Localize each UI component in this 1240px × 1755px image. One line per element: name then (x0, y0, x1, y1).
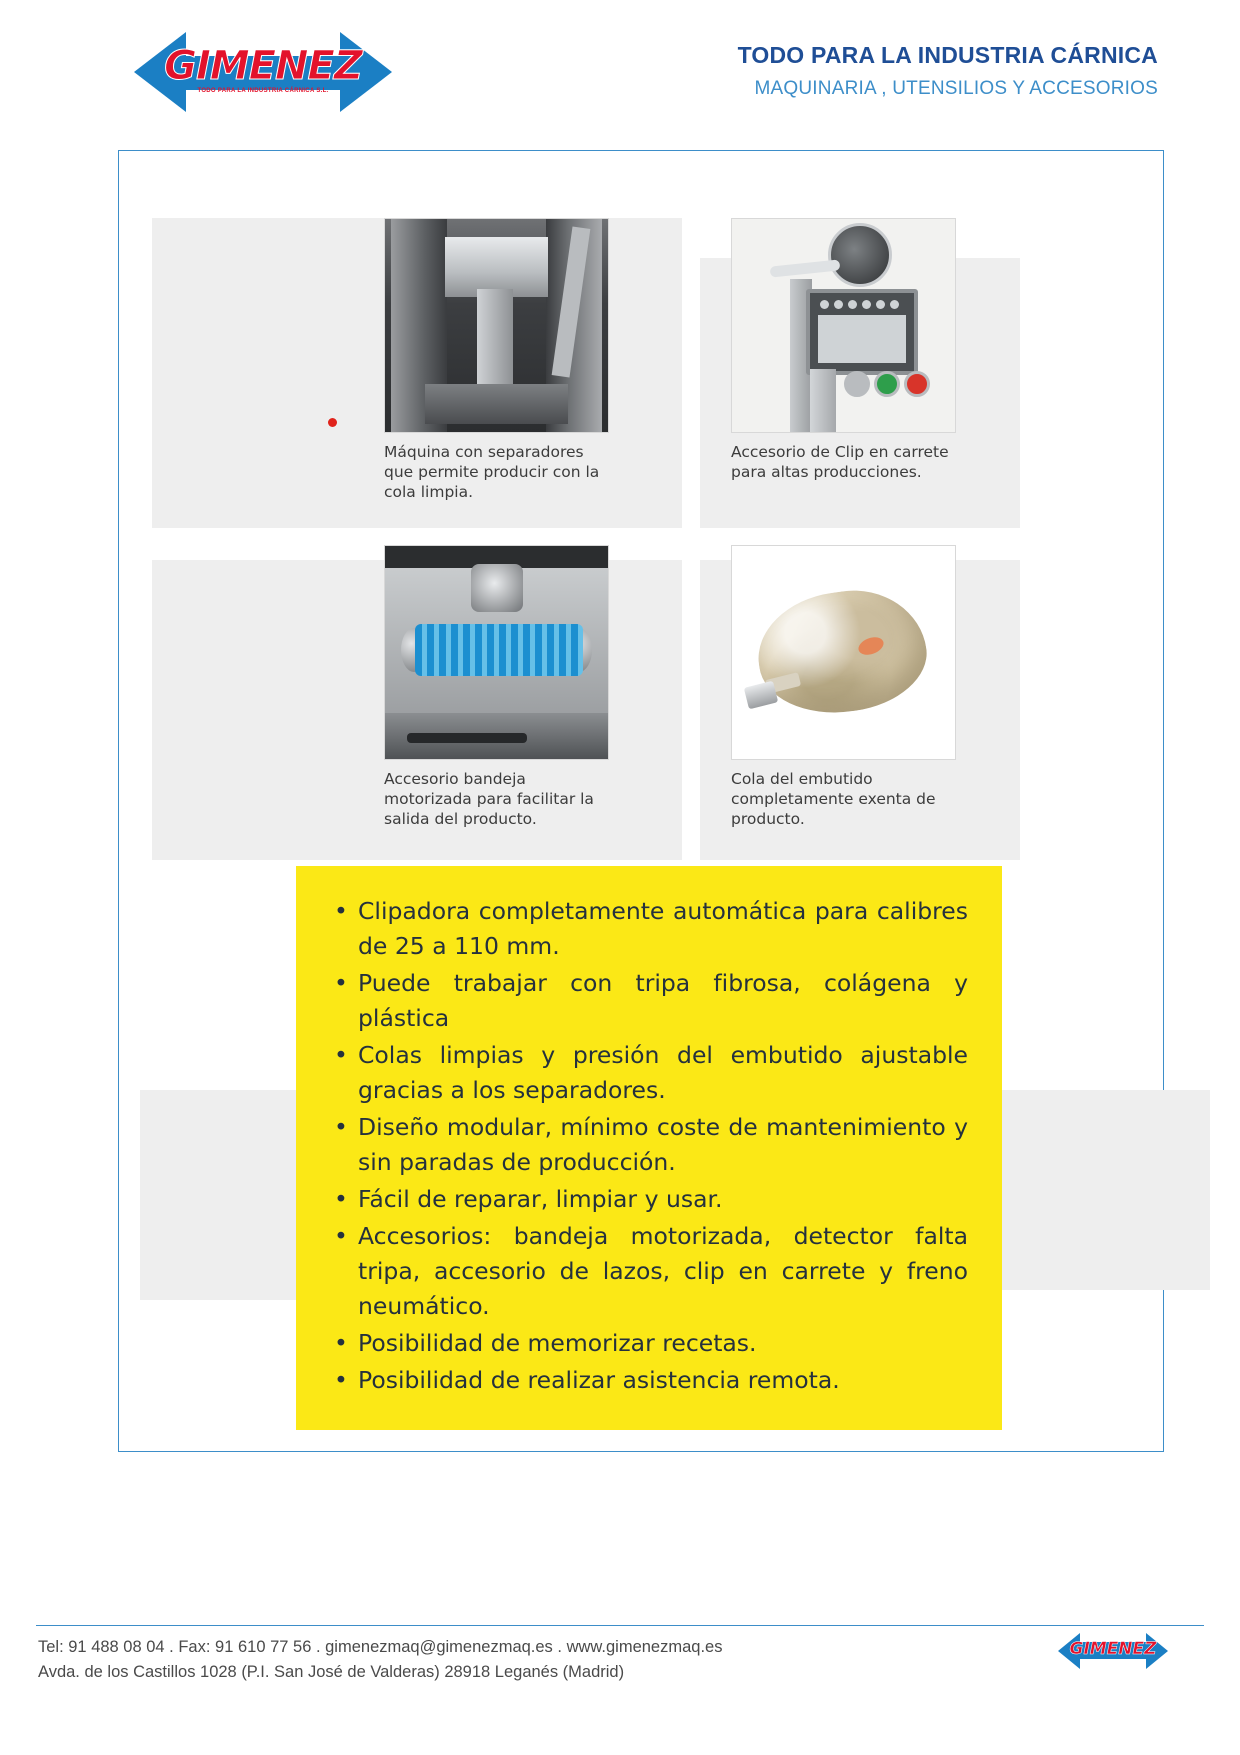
photo-shape (770, 259, 841, 277)
feature-item: • Puede trabajar con tripa fibrosa, colágena y plástica (330, 966, 968, 1036)
machine-with-separators-photo (384, 218, 609, 433)
gallery-caption: Accesorio de Clip en carrete para altas producciones. (731, 443, 949, 481)
photo-shape (407, 733, 527, 743)
gallery-item (731, 545, 956, 829)
photo-shape (471, 564, 523, 612)
photo-shape (445, 237, 548, 297)
logo-wordmark: GIMENEZ (164, 43, 362, 89)
feature-item: • Diseño modular, mínimo coste de mantenimiento y sin paradas de producción. (330, 1110, 968, 1180)
gallery-item (384, 218, 609, 502)
company-logo (128, 26, 398, 114)
features-list (330, 894, 968, 1398)
footer-address: Avda. de los Castillos 1028 (P.I. San José de Valderas) 28918 Leganés (Madrid) (38, 1663, 625, 1681)
footer-divider (36, 1625, 1204, 1626)
motorized-tray-photo (384, 545, 609, 760)
gallery-caption: Cola del embutido completamente exenta de producto. (731, 770, 936, 828)
sausage-clean-tail-photo (731, 545, 956, 760)
photo-shape (818, 315, 906, 363)
logo-tagline: TODO PARA LA INDUSTRIA CÁRNICA S.L. (197, 88, 329, 94)
features-highlight-box (296, 866, 1002, 1430)
header-title: TODO PARA LA INDUSTRIA CÁRNICA (737, 42, 1158, 68)
footer-contact: Tel: 91 488 08 04 . Fax: 91 610 77 56 . gimenezmaq@gimenezmaq.es . www.gimenezmaq.es (38, 1638, 723, 1656)
photo-shape (750, 581, 933, 723)
photo-shape (844, 371, 870, 397)
photo-shape (904, 371, 930, 397)
gallery-item (384, 545, 609, 829)
feature-item: • Clipadora completamente automática para calibres de 25 a 110 mm. (330, 894, 968, 964)
gallery-item (731, 218, 956, 482)
photo-shape (744, 681, 778, 710)
feature-item: • Posibilidad de memorizar recetas. (330, 1326, 968, 1361)
footer-logo (1058, 1632, 1168, 1670)
feature-item: • Fácil de reparar, limpiar y usar. (330, 1182, 968, 1217)
photo-shape (415, 624, 583, 676)
footer-logo-wordmark: GIMENEZ (1069, 1639, 1157, 1659)
clip-reel-accessory-photo (731, 218, 956, 433)
photo-shape (828, 223, 892, 287)
photo-shape (425, 384, 568, 424)
feature-item: • Colas limpias y presión del embutido ajustable gracias a los separadores. (330, 1038, 968, 1108)
page-header (0, 0, 1240, 125)
gallery-caption: Accesorio bandeja motorizada para facilitar la salida del producto. (384, 770, 594, 828)
feature-item: • Accesorios: bandeja motorizada, detector falta tripa, accesorio de lazos, clip en carrete y freno neumático. (330, 1219, 968, 1324)
header-subtitle: MAQUINARIA , UTENSILIOS Y ACCESORIOS (754, 78, 1158, 99)
red-bullet-icon (328, 418, 337, 427)
gallery-caption: Máquina con separadores que permite producir con la cola limpia. (384, 443, 600, 501)
photo-shape (806, 289, 918, 375)
feature-item: • Posibilidad de realizar asistencia remota. (330, 1363, 968, 1398)
photo-shape (810, 369, 836, 432)
photo-shape (874, 371, 900, 397)
photo-shape (820, 299, 904, 310)
